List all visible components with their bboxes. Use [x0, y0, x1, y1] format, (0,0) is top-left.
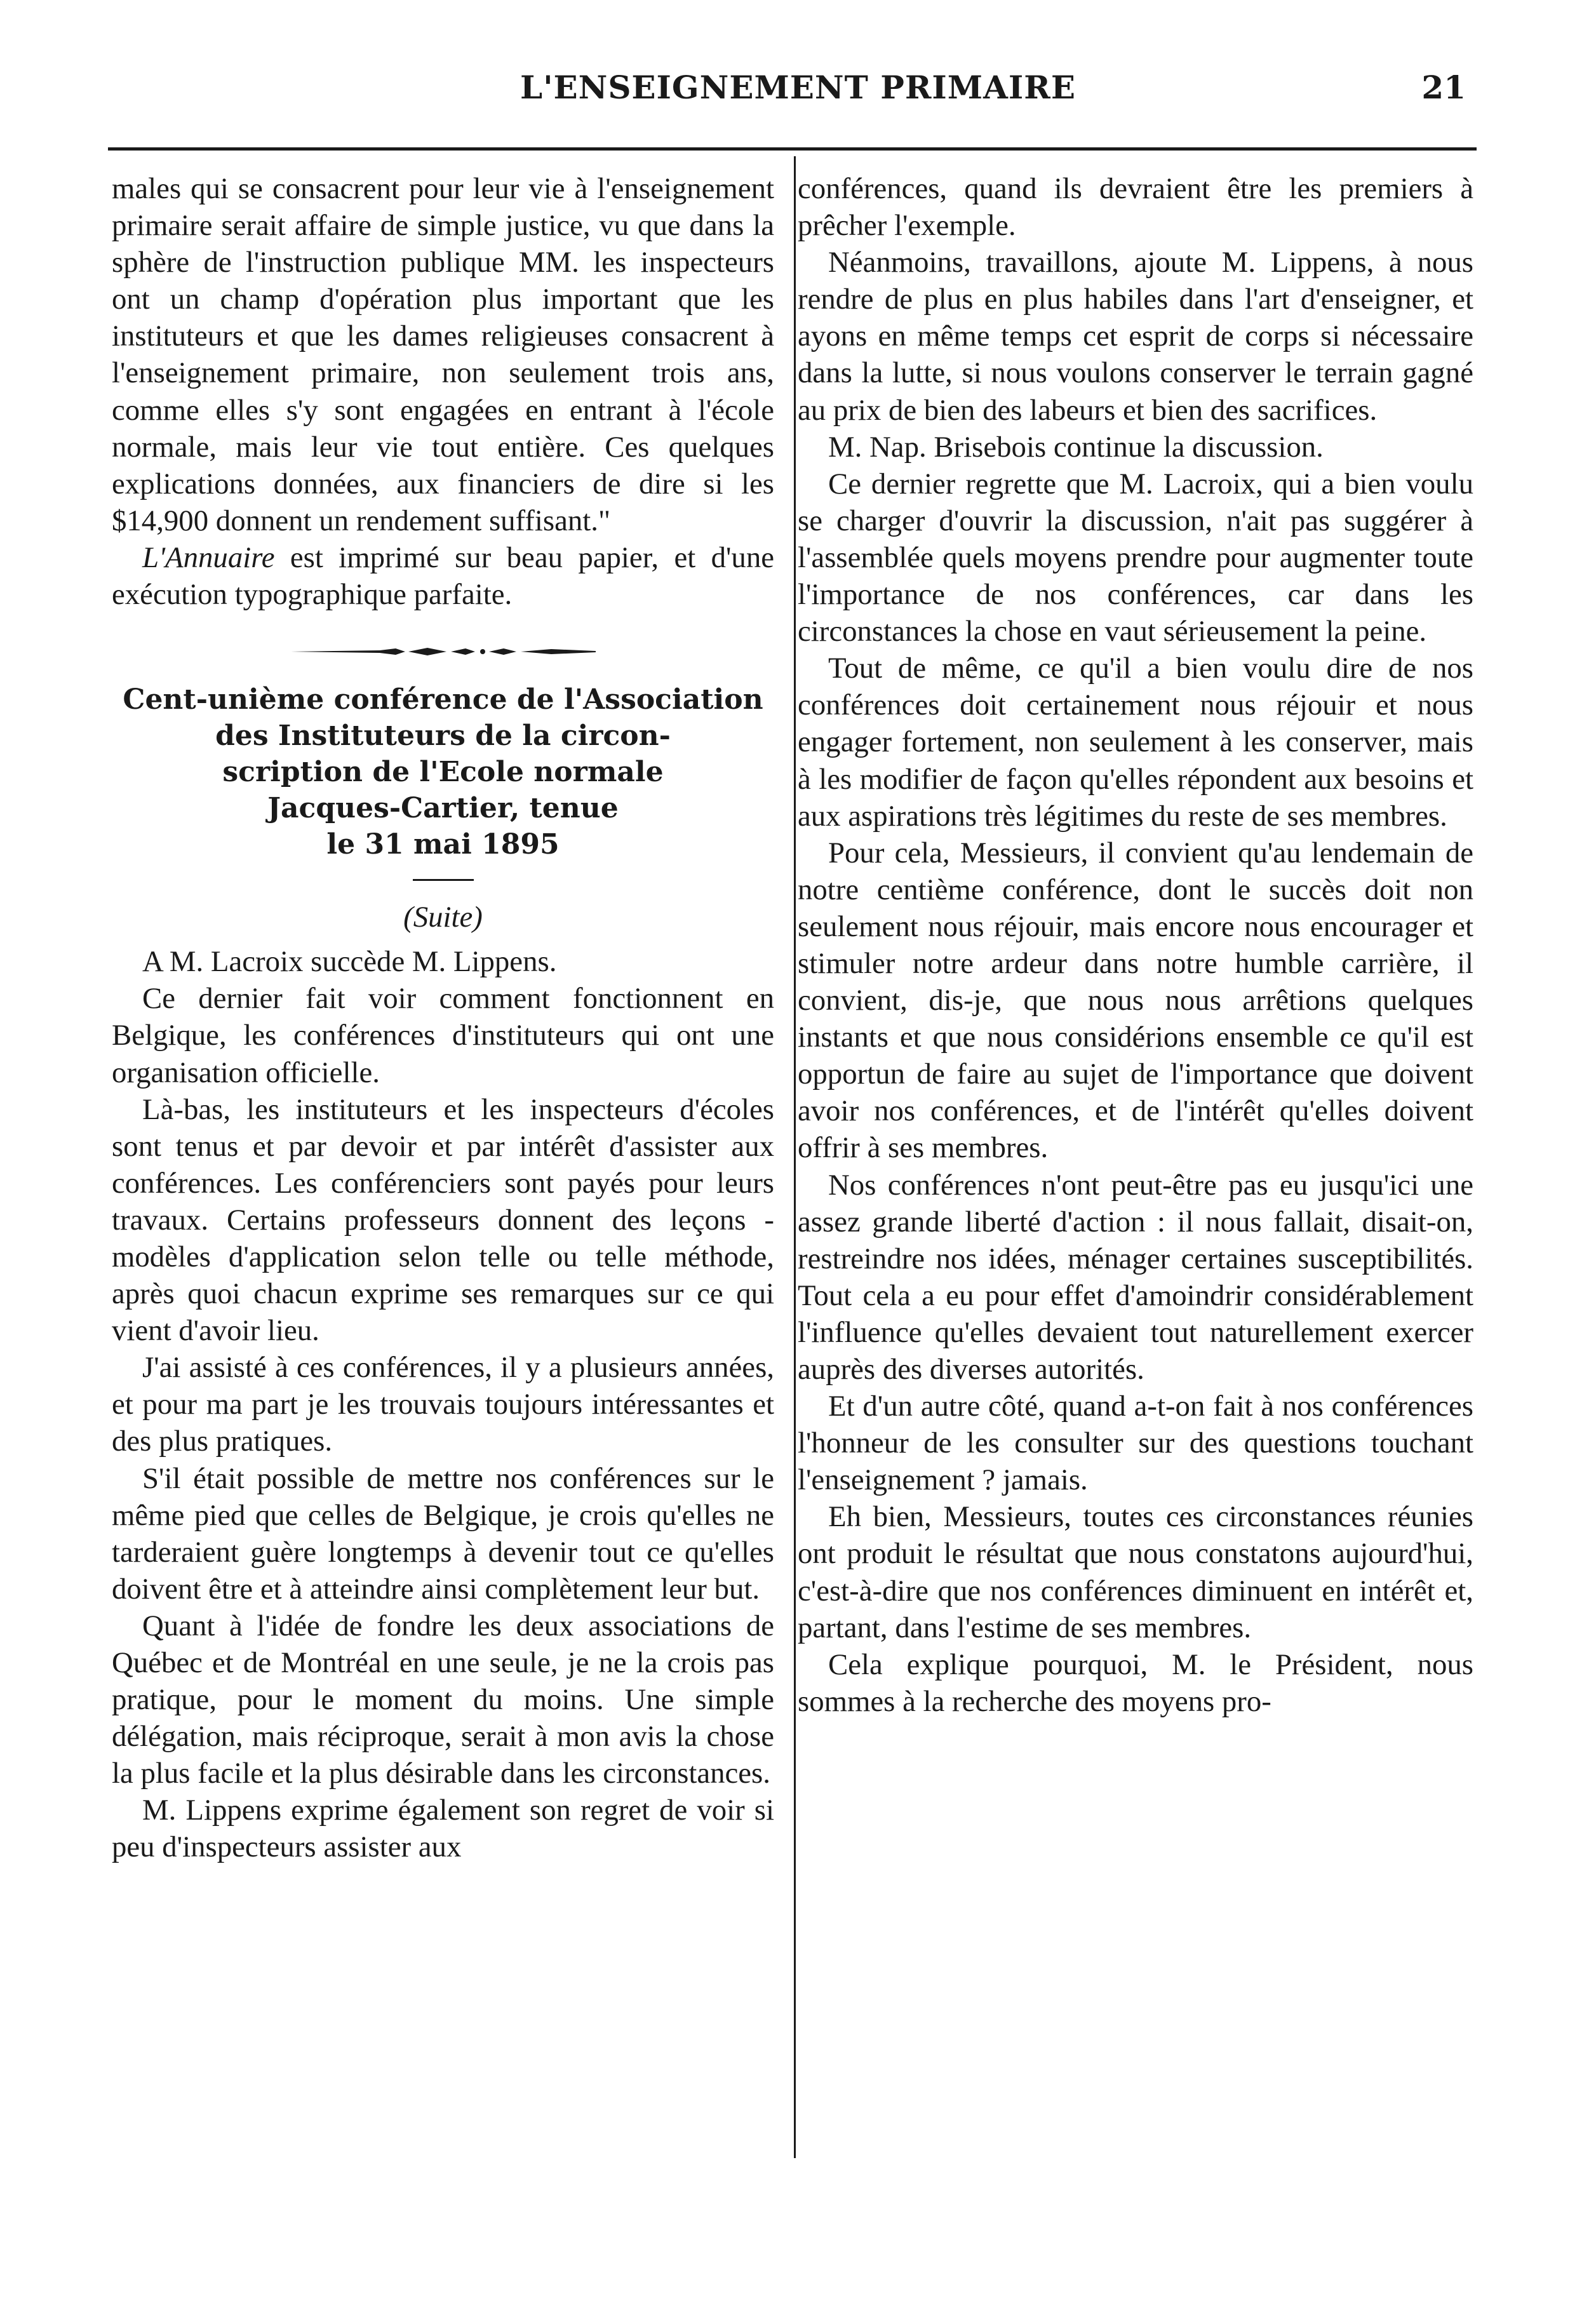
left-column	[112, 170, 774, 1866]
ornament-divider	[285, 645, 602, 659]
paragraph: M. Lippens exprime également son regret de voir si peu d'inspecteurs assister aux	[112, 1794, 774, 1864]
paragraph: Quant à l'idée de fondre les deux associations de Québec et de Montréal en une seule, je ne la crois pas pratique, pour le moment du moins. Une simple délégation, mais réciproque, serait à mon avis la chose la plus facile et la plus désirable dans les circonstances.	[112, 1609, 774, 1790]
section-title-line: scription de l'Ecole normale	[222, 756, 664, 789]
section-title	[112, 681, 774, 862]
left-continuation-paragraph: males qui se consacrent pour leur vie à l'enseignement primaire serait affaire de simple justice, vu que dans la sphère de l'instruction publique MM. les inspecteurs ont un champ d'opération plus important que les instituteurs et que les dames religieuses consacrent à l'enseignement primaire, non seulement trois ans, comme elles s'y sont engagées en entrant à l'école normale, mais leur vie tout entière. Ces quelques explications données, aux financiers de dire si les $14,900 donnent un rendement suffisant."	[112, 172, 774, 537]
paragraph: Pour cela, Messieurs, il convient qu'au lendemain de notre centième conférence, dont le succès doit non seulement nous réjouir, mais encore nous encourager et stimuler notre ardeur dans notre humble carrière, il convient, dis-je, que nous nous arrêtions quelques instants et que nous considérions ensemble ce qu'il est opportun de faire au sujet de l'importance que doivent avoir nos conférences, et de l'intérêt qu'elles doivent offrir à ses membres.	[798, 836, 1473, 1165]
section-title-line: Jacques-Cartier, tenue	[267, 792, 619, 825]
paragraph: Eh bien, Messieurs, toutes ces circonstances réunies ont produit le résultat que nous constatons aujourd'hui, c'est-à-dire que nos conférences diminuent en intérêt et, partant, dans l'estime de ses membres.	[798, 1500, 1473, 1644]
suite-label: (Suite)	[403, 901, 483, 934]
annuaire-paragraph	[112, 539, 774, 613]
running-header-title: L'ENSEIGNEMENT PRIMAIRE	[520, 69, 1076, 106]
paragraph: A M. Lacroix succède M. Lippens.	[142, 945, 557, 979]
annuaire-title: L'Annuaire	[142, 540, 275, 574]
paragraph: Ce dernier fait voir comment fonctionnent en Belgique, les conférences d'instituteurs qui ont une organisation officielle.	[112, 982, 774, 1089]
paragraph: Tout de même, ce qu'il a bien voulu dire de nos conférences doit certainement nous réjouir et nous engager fortement, non seulement à les conserver, mais à les modifier de façon qu'elles répondent aux besoins et aux aspirations très légitimes du reste de ses membres.	[798, 652, 1473, 833]
right-continuation-paragraph: conférences, quand ils devraient être les premiers à prêcher l'exemple.	[798, 172, 1473, 243]
paragraph: Cela explique pourquoi, M. le Président, nous sommes à la recherche des moyens pro-	[798, 1647, 1473, 1718]
paragraph: Nos conférences n'ont peut-être pas eu jusqu'ici une assez grande liberté d'action : il nous fallait, disait-on, restreindre nos idées, ménager certaines susceptibilités. Tout cela a eu pour effet d'amoindrir considérablement l'influence qu'elles devaient tout naturellement exercer auprès des diverses autorités.	[798, 1168, 1473, 1386]
right-column	[798, 170, 1473, 1720]
paragraph: Ce dernier regrette que M. Lacroix, qui a bien voulu se charger d'ouvrir la discussion, n'ait pas suggérer à l'assemblée quels moyens prendre pour augmenter toute l'importance de nos conférences, car dans les circonstances la chose en vaut sérieusement la peine.	[798, 467, 1473, 648]
paragraph: S'il était possible de mettre nos conférences sur le même pied que celles de Belgique, je crois qu'elles ne tarderaient guère longtemps à devenir tout ce qu'elles doivent être et à atteindre ainsi complètement leur but.	[112, 1461, 774, 1606]
paragraph: J'ai assisté à ces conférences, il y a plusieurs années, et pour ma part je les trouvais toujours intéressantes et des plus pratiques.	[112, 1351, 774, 1458]
section-title-line: le 31 mai 1895	[326, 828, 560, 861]
annuaire-text: est imprimé sur beau papier, et d'une exécution typographique parfaite.	[112, 540, 774, 612]
column-divider	[794, 156, 796, 2158]
header-rule	[108, 147, 1477, 151]
page-number: 21	[1421, 69, 1466, 106]
paragraph: Là-bas, les instituteurs et les inspecteurs d'écoles sont tenus et par devoir et par intérêt d'assister aux conférences. Les conférenciers sont payés pour leurs travaux. Certains professeurs donnent des leçons - modèles d'application selon telle ou telle méthode, après quoi chacun exprime ses remarques sur ce qui vient d'avoir lieu.	[112, 1092, 774, 1348]
short-rule	[413, 879, 474, 881]
paragraph: Néanmoins, travaillons, ajoute M. Lippens, à nous rendre de plus en plus habiles dans l'art d'enseigner, et ayons en même temps cet esprit de corps si nécessaire dans la lutte, si nous voulons conserver le terrain gagné au prix de bien des labeurs et bien des sacrifices.	[798, 246, 1473, 427]
paragraph: Et d'un autre côté, quand a-t-on fait à nos conférences l'honneur de les consulter sur des questions touchant l'enseignement ? jamais.	[798, 1390, 1473, 1497]
paragraph: M. Nap. Brisebois continue la discussion.	[828, 430, 1324, 464]
section-title-line: Cent-unième conférence de l'Association des Instituteurs de la circon-	[123, 683, 763, 753]
